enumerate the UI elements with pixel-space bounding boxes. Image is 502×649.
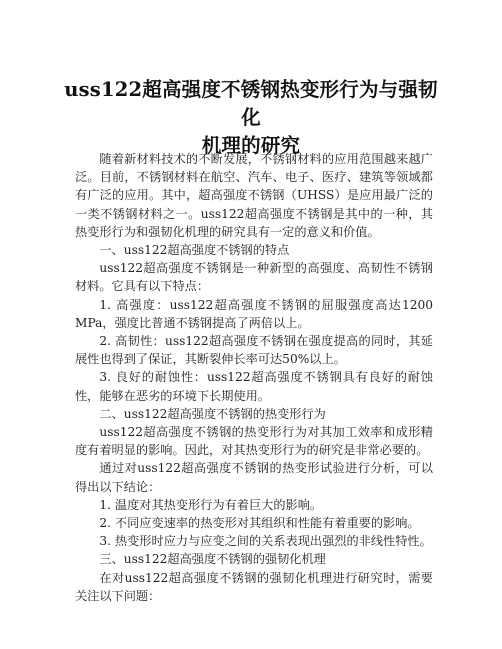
section-2-item-1: 1. 温度对其热变形行为有着巨大的影响。 xyxy=(99,497,323,512)
section-3-heading: 三、uss122超高强度不锈钢的强韧化机理 xyxy=(99,552,326,567)
section-1-heading: 一、uss122超高强度不锈钢的特点 xyxy=(99,243,290,258)
title-line-2: 机理的研究 xyxy=(201,134,301,157)
section-1-item-2: 2. 高韧性：uss122超高强度不锈钢在强度提高的同时，其延展性也得到了保证，其断裂伸长率可达50%以上。 xyxy=(75,334,433,367)
section-3-intro: 在对uss122超高强度不锈钢的强韧化机理进行研究时，需要关注以下问题： xyxy=(75,570,433,603)
document-body xyxy=(75,150,433,605)
section-1-item-1: 1. 高强度：uss122超高强度不锈钢的屈服强度高达1200 MPa，强度比普通不锈钢提高了两倍以上。 xyxy=(75,297,433,330)
section-2-item-2: 2. 不同应变速率的热变形对其组织和性能有着重要的影响。 xyxy=(99,516,420,531)
intro-paragraph: 随着新材料技术的不断发展，不锈钢材料的应用范围越来越广泛。目前，不锈钢材料在航空、汽车、电子、医疗、建筑等领域都有广泛的应用。其中，超高强度不锈钢（UHSS）是应用最广泛的一类不锈钢材料之一。uss122超高强度不锈钢是其中的一种，其热变形行为和强韧化机理的研究具有一定的意义和价值。 xyxy=(75,152,433,239)
section-2-paragraph-2: 通过对uss122超高强度不锈钢的热变形试验进行分析，可以得出以下结论： xyxy=(75,461,433,494)
section-1-intro: uss122超高强度不锈钢是一种新型的高强度、高韧性不锈钢材料。它具有以下特点： xyxy=(75,261,433,294)
section-2-item-3: 3. 热变形时应力与应变之间的关系表现出强烈的非线性特性。 xyxy=(99,534,432,549)
section-2-intro: uss122超高强度不锈钢的热变形行为对其加工效率和成形精度有着明显的影响。因此，对其热变形行为的研究是非常必要的。 xyxy=(75,425,433,458)
section-2-heading: 二、uss122超高强度不锈钢的热变形行为 xyxy=(99,406,326,421)
title-line-1: uss122超高强度不锈钢热变形行为与强韧化 xyxy=(64,78,438,129)
section-1-item-3: 3. 良好的耐蚀性：uss122超高强度不锈钢具有良好的耐蚀性，能够在恶劣的环境下长期使用。 xyxy=(75,370,433,403)
document-title xyxy=(60,76,442,160)
